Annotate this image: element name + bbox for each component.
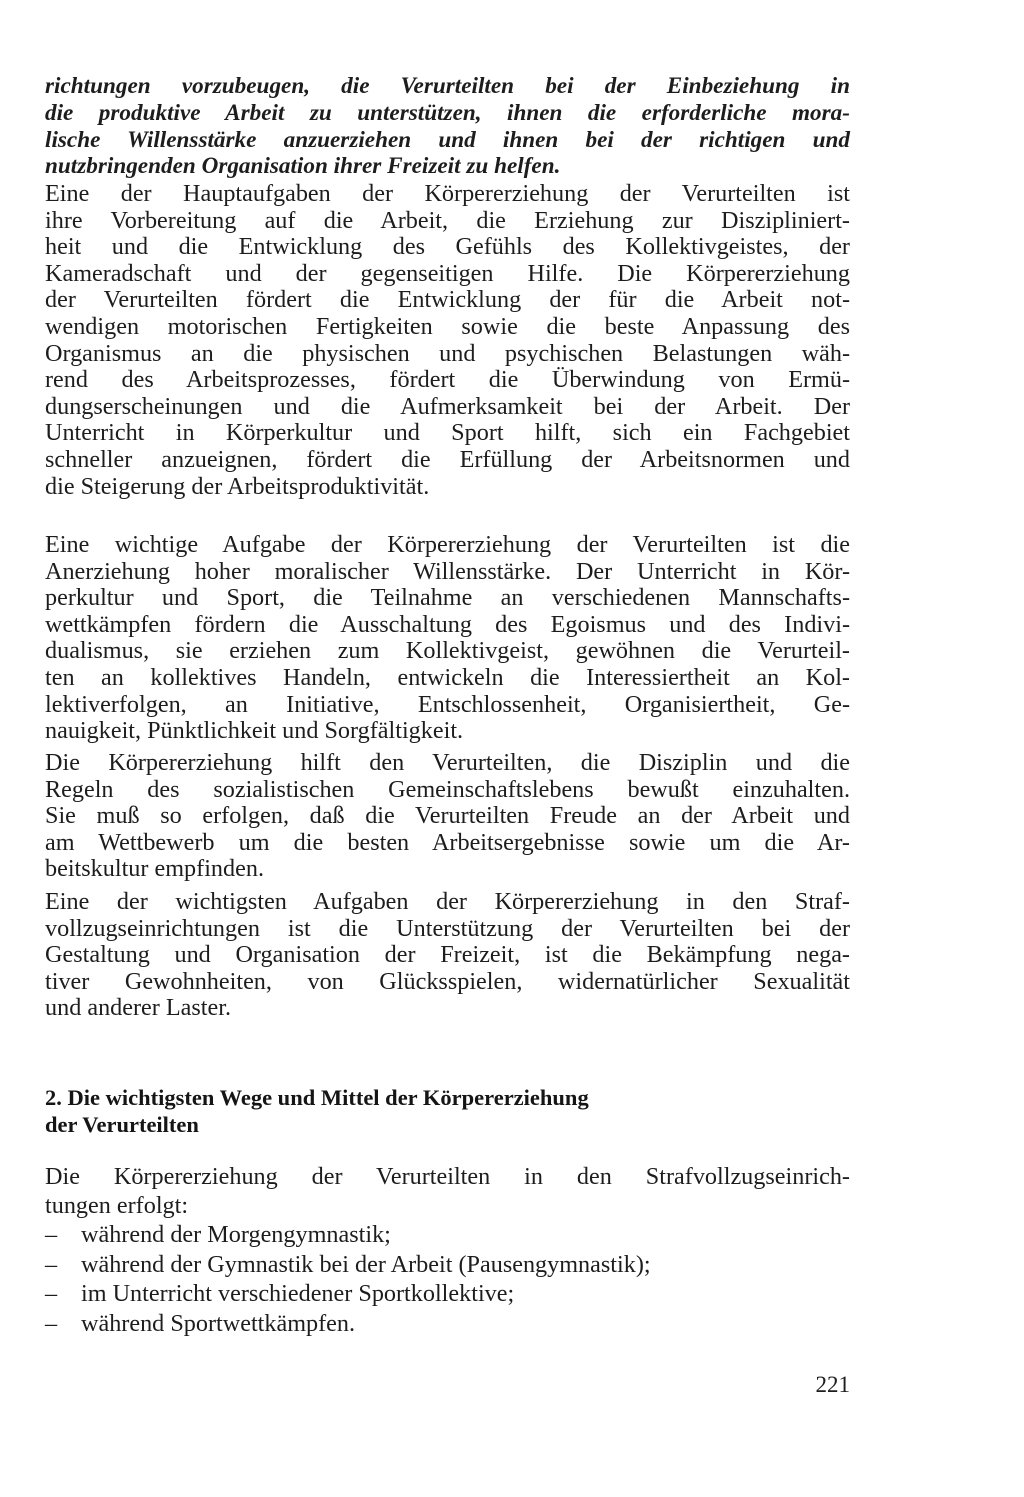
text-line: Die Körpererziehung hilft den Verurteilten, die Disziplin und die (45, 749, 850, 776)
list-item-text: während der Gymnastik bei der Arbeit (Pausengymnastik); (81, 1250, 651, 1278)
paragraph-moral-education (45, 532, 850, 745)
dash-bullet: – (45, 1309, 58, 1337)
text-line: Gestaltung und Organisation der Freizeit, ist die Bekämpfung nega- (45, 941, 850, 969)
text-line: die produktive Arbeit zu unterstützen, ihnen die erforderliche mora- (45, 99, 850, 126)
dash-bullet: – (45, 1221, 58, 1248)
text-line: nutzbringenden Organisation ihrer Freizeit zu helfen. (45, 153, 561, 180)
text-line: Unterricht in Körperkultur und Sport hilft, sich ein Fachgebiet (45, 419, 850, 447)
text-line: Eine wichtige Aufgabe der Körpererziehung der Verurteilten ist die (45, 531, 850, 558)
section-heading (45, 1084, 765, 1138)
heading-line: der Verurteilten (45, 1112, 199, 1137)
text-line: die Steigerung der Arbeitsproduktivität. (45, 472, 430, 500)
list-item (45, 1250, 850, 1280)
text-line: ihre Vorbereitung auf die Arbeit, die Erziehung zur Diszipliniert- (45, 206, 850, 234)
text-line: tungen erfolgt: (45, 1192, 189, 1219)
text-line: wettkämpfen fördern die Ausschaltung des Egoismus und des Indivi- (45, 610, 850, 638)
dash-bullet: – (45, 1250, 58, 1278)
text-line: Eine der wichtigsten Aufgaben der Körpererziehung in den Straf- (45, 888, 850, 915)
dash-bullet: – (45, 1280, 58, 1307)
text-line: Anerziehung hoher moralischer Willensstärke. Der Unterricht in Kör- (45, 557, 850, 585)
text-line: Eine der Hauptaufgaben der Körpererziehung der Verurteilten ist (45, 180, 850, 207)
list-item (45, 1309, 850, 1339)
text-line: ten an kollektives Handeln, entwickeln die Interessiertheit an Kol- (45, 663, 850, 691)
page-number: 221 (815, 1372, 850, 1397)
list-item (45, 1220, 850, 1250)
list-item (45, 1279, 850, 1309)
list-item-text: während Sportwettkämpfen. (81, 1309, 356, 1337)
italic-paragraph (45, 73, 850, 180)
text-line: Die Körpererziehung der Verurteilten in den Strafvollzugseinrich- (45, 1163, 850, 1190)
text-line: und anderer Laster. (45, 994, 232, 1022)
text-line: lische Willensstärke anzuerziehen und ihnen bei der richtigen und (45, 126, 850, 153)
text-line: richtungen vorzubeugen, die Verurteilten bei der Einbeziehung in (45, 73, 850, 99)
heading-line: 2. Die wichtigsten Wege und Mittel der Körpererziehung (45, 1085, 589, 1110)
text-line: der Verurteilten fördert die Entwicklung der für die Arbeit not- (45, 286, 850, 314)
text-line: lektiverfolgen, an Initiative, Entschlossenheit, Organisiertheit, Ge- (45, 690, 850, 718)
text-line: schneller anzueignen, fördert die Erfüllung der Arbeitsnormen und (45, 445, 850, 473)
text-line: Organismus an die physischen und psychischen Belastungen wäh- (45, 339, 850, 367)
text-line: Sie muß so erfolgen, daß die Verurteilten Freude an der Arbeit und (45, 802, 850, 830)
list-intro (45, 1162, 850, 1220)
text-line: dualismus, sie erziehen zum Kollektivgeist, gewöhnen die Verurteil- (45, 637, 850, 665)
paragraph-main-tasks (45, 181, 850, 500)
text-line: dungserscheinungen und die Aufmerksamkeit bei der Arbeit. Der (45, 392, 850, 420)
list-item-text: während der Morgengymnastik; (81, 1221, 391, 1248)
text-line: vollzugseinrichtungen ist die Unterstützung der Verurteilten bei der (45, 914, 850, 942)
text-line: beitskultur empfinden. (45, 855, 264, 883)
text-line: Kameradschaft und der gegenseitigen Hilfe. Die Körpererziehung (45, 259, 850, 287)
paragraph-leisure (45, 889, 850, 1022)
text-line: Regeln des sozialistischen Gemeinschaftslebens bewußt einzuhalten. (45, 775, 850, 803)
text-line: wendigen motorischen Fertigkeiten sowie die beste Anpassung des (45, 312, 850, 340)
list-item-text: im Unterricht verschiedener Sportkollektive; (81, 1280, 515, 1307)
text-line: perkultur und Sport, die Teilnahme an verschiedenen Mannschafts- (45, 584, 850, 612)
text-line: rend des Arbeitsprozesses, fördert die Überwindung von Ermü- (45, 366, 850, 394)
text-line: heit und die Entwicklung des Gefühls des Kollektivgeistes, der (45, 233, 850, 261)
text-line: tiver Gewohnheiten, von Glücksspielen, widernatürlicher Sexualität (45, 967, 850, 995)
paragraph-discipline (45, 750, 850, 883)
text-line: am Wettbewerb um die besten Arbeitsergebnisse sowie um die Ar- (45, 828, 850, 856)
methods-list (45, 1220, 850, 1338)
text-line: nauigkeit, Pünktlichkeit und Sorgfältigkeit. (45, 717, 464, 745)
